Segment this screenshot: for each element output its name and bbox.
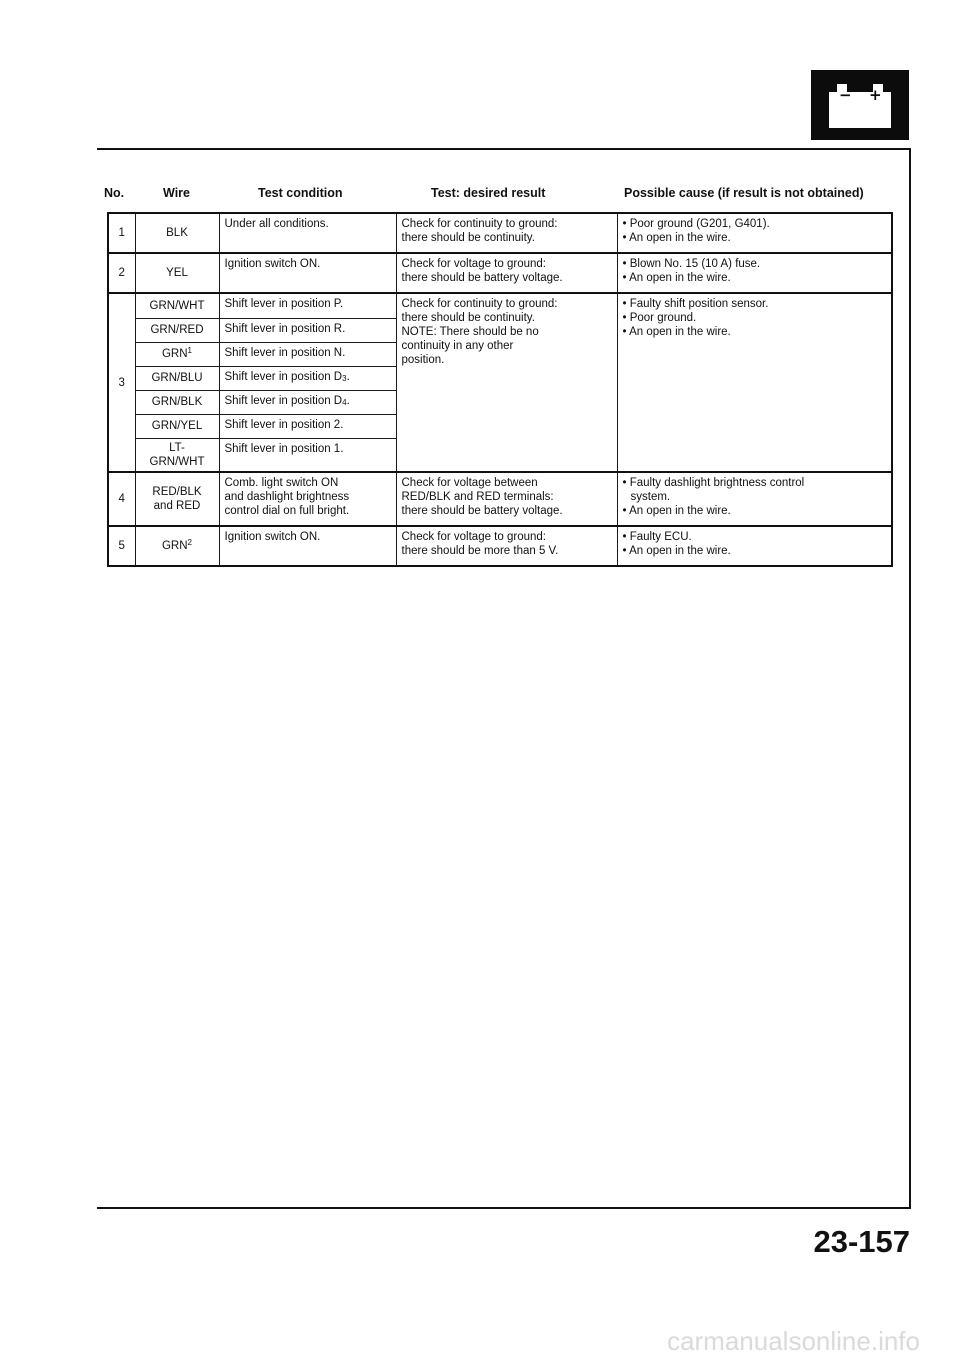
row-number: 2	[108, 253, 135, 293]
desired-result	[396, 253, 617, 293]
cause-line: • Blown No. 15 (10 A) fuse.	[622, 258, 761, 270]
battery-minus-sign: −	[839, 86, 852, 104]
header-wire: Wire	[163, 186, 190, 200]
table-header-row	[0, 186, 960, 206]
row-number: 1	[108, 213, 135, 253]
result-line: RED/BLK and RED terminals:	[401, 491, 554, 503]
result-line: there should be continuity.	[401, 232, 535, 244]
row-number: 4	[108, 472, 135, 526]
table-row	[108, 526, 892, 566]
table-row	[108, 213, 892, 253]
result-line: position.	[401, 354, 445, 366]
cause-line: • Faulty ECU.	[622, 531, 692, 543]
result-line: there should be more than 5 V.	[401, 545, 559, 557]
watermark-footer: carmanualsonline.info	[667, 1326, 920, 1356]
condition-text: Shift lever in position D	[224, 394, 343, 407]
table-row	[108, 293, 892, 318]
gear-subscript: 4	[342, 397, 347, 407]
cause-line: • An open in the wire.	[622, 326, 731, 338]
possible-cause	[617, 213, 892, 253]
result-line: Check for continuity to ground:	[401, 298, 558, 310]
result-line: there should be battery voltage.	[401, 505, 563, 517]
test-condition	[219, 472, 396, 526]
wire-line: RED/BLK	[152, 486, 202, 498]
wire-color	[135, 438, 219, 472]
test-condition: Shift lever in position 1.	[219, 438, 396, 472]
test-condition: Shift lever in position N.	[219, 342, 396, 366]
desired-result	[396, 293, 617, 472]
test-condition: Shift lever in position P.	[219, 293, 396, 318]
wire-line: GRN/WHT	[149, 455, 205, 468]
wire-color: GRN/YEL	[135, 414, 219, 438]
result-line: Check for continuity to ground:	[401, 218, 558, 230]
test-condition: Ignition switch ON.	[219, 253, 396, 293]
wire-line: LT-	[169, 441, 185, 454]
footnote-mark: 2	[187, 538, 192, 547]
possible-cause	[617, 253, 892, 293]
wire-color	[135, 342, 219, 366]
cause-line: • Poor ground.	[622, 312, 697, 324]
desired-result	[396, 526, 617, 566]
condition-line: control dial on full bright.	[224, 505, 350, 517]
wire-label: GRN	[161, 540, 188, 552]
wire-color: GRN/WHT	[135, 293, 219, 318]
test-condition: Shift lever in position 2.	[219, 414, 396, 438]
cause-line: • Poor ground (G201, G401).	[622, 218, 770, 230]
gear-subscript: 3	[342, 373, 347, 383]
cause-line: • Faulty shift position sensor.	[622, 298, 769, 310]
result-line: Check for voltage to ground:	[401, 531, 546, 543]
wire-color	[135, 526, 219, 566]
battery-icon	[811, 70, 909, 140]
wire-color	[135, 472, 219, 526]
condition-line: Comb. light switch ON	[224, 477, 339, 489]
wire-color: GRN/BLU	[135, 366, 219, 390]
cause-line: • An open in the wire.	[622, 505, 731, 517]
table-row	[108, 472, 892, 526]
wire-line: and RED	[153, 500, 201, 512]
wire-label: GRN	[161, 348, 188, 360]
test-condition	[219, 366, 396, 390]
frame-top-rule	[97, 148, 911, 150]
result-line: Check for voltage between	[401, 477, 538, 489]
result-line: continuity in any other	[401, 340, 514, 352]
wire-color: BLK	[135, 213, 219, 253]
battery-plus-sign: +	[869, 86, 882, 104]
footnote-mark: 1	[187, 346, 192, 355]
cause-line: • Faulty dashlight brightness control	[622, 477, 805, 489]
possible-cause	[617, 293, 892, 472]
cause-line: • An open in the wire.	[622, 232, 731, 244]
desired-result	[396, 472, 617, 526]
header-test-condition: Test condition	[258, 186, 343, 200]
wire-color: GRN/RED	[135, 318, 219, 342]
period: .	[346, 370, 350, 383]
result-line: there should be continuity.	[401, 312, 535, 324]
possible-cause	[617, 526, 892, 566]
table-row	[108, 253, 892, 293]
desired-result	[396, 213, 617, 253]
period: .	[346, 394, 350, 407]
header-desired-result: Test: desired result	[431, 186, 546, 200]
wire-test-table	[107, 212, 893, 567]
test-condition: Under all conditions.	[219, 213, 396, 253]
result-line: Check for voltage to ground:	[401, 258, 546, 270]
header-possible-cause: Possible cause (if result is not obtained)	[624, 186, 864, 200]
wire-color: GRN/BLK	[135, 390, 219, 414]
wire-color: YEL	[135, 253, 219, 293]
result-line: there should be battery voltage.	[401, 272, 563, 284]
test-condition: Shift lever in position R.	[219, 318, 396, 342]
cause-line: system.	[630, 491, 671, 503]
header-no: No.	[104, 186, 125, 200]
row-number: 3	[108, 293, 135, 472]
condition-text: Shift lever in position D	[224, 370, 343, 383]
page-number: 23-157	[813, 1224, 910, 1259]
result-line: NOTE: There should be no	[401, 326, 539, 338]
frame-right-rule	[909, 148, 911, 1208]
frame-bottom-rule	[97, 1207, 911, 1209]
test-condition	[219, 390, 396, 414]
condition-line: and dashlight brightness	[224, 491, 350, 503]
row-number: 5	[108, 526, 135, 566]
possible-cause	[617, 472, 892, 526]
test-condition: Ignition switch ON.	[219, 526, 396, 566]
cause-line: • An open in the wire.	[622, 272, 731, 284]
cause-line: • An open in the wire.	[622, 545, 731, 557]
